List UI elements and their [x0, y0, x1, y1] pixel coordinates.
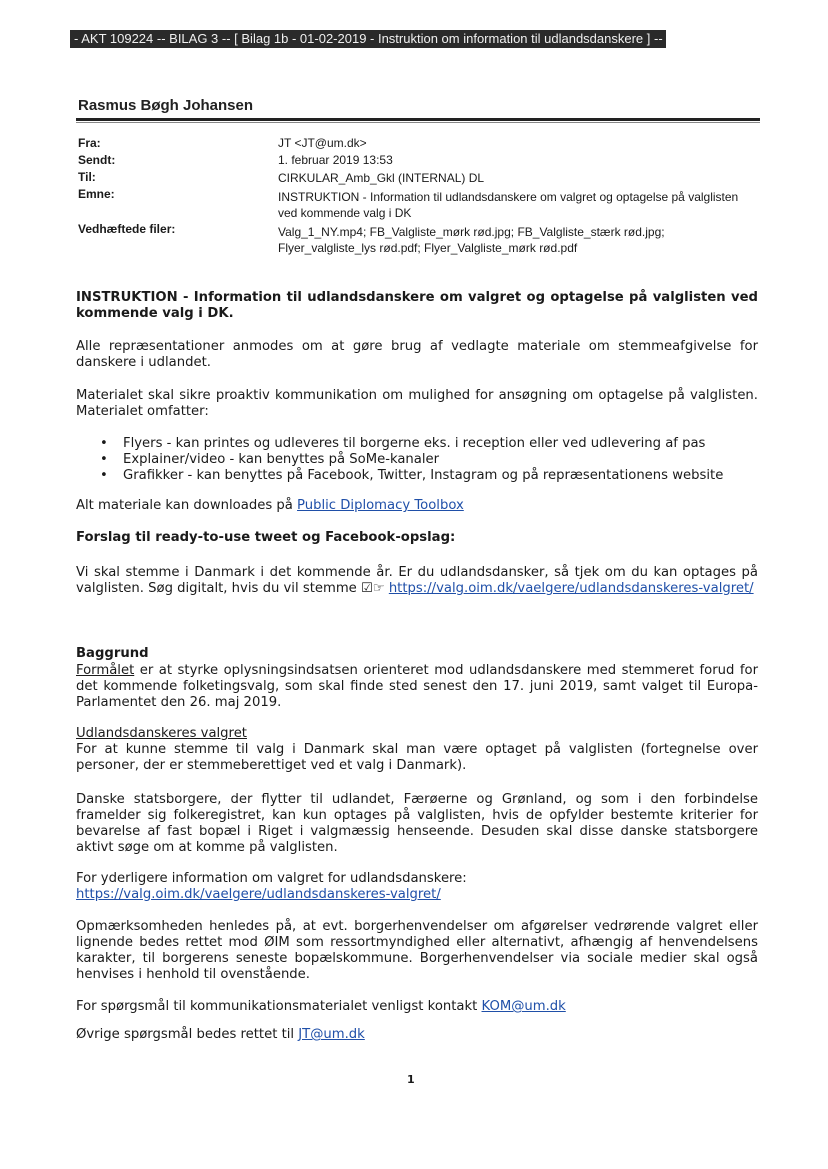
formaal-paragraph [76, 663, 758, 711]
baggrund-heading: Baggrund [76, 646, 149, 661]
sender-name: Rasmus Bøgh Johansen [78, 97, 254, 114]
list-item: • Grafikker - kan benyttes på Facebook, Twitter, Instagram og på repræsentationens website [76, 468, 758, 484]
tweet-heading: Forslag til ready-to-use tweet og Facebook-opslag: [76, 530, 456, 545]
download-text: Alt materiale kan downloades på [76, 498, 298, 513]
header-rule [76, 118, 760, 121]
kom-email-link[interactable]: KOM@um.dk [481, 999, 566, 1014]
kom-contact-line [76, 999, 758, 1015]
statsborgere-paragraph: Danske statsborgere, der flytter til udlandet, Færøerne og Grønland, og som i den forbindelse framelder sig folkeregistret, kan kun optages på valglisten, hvis de opfylder bestemte kriterier for bevarelse af fast bopæl i Riget i valgmæssig henseende. Desuden skal disse danske statsborgere aktivt søge om at komme på valglisten. [76, 792, 758, 855]
formaal-text: er at styrke oplysningsindsatsen orienteret mod udlandsdanskere med stemmeret forud for det kommende folketingsvalg, som skal finde sted senest den 17. juni 2019, samt valget til Europa-Parlamentet den 26. maj 2019. [76, 663, 758, 710]
paragraph-material: Materialet skal sikre proaktiv kommunikation om mulighed for ansøgning om optagelse på valglisten. Materialet omfatter: [76, 388, 758, 419]
attachments-label: Vedhæftede filer: [78, 222, 176, 236]
header-rule-thin [76, 122, 760, 123]
sent-label: Sendt: [78, 153, 116, 167]
paragraph-intro: Alle repræsentationer anmodes om at gøre brug af vedlagte materiale om stemmeafgivelse for danskere i udlandet. [76, 339, 758, 370]
subject-value: INSTRUKTION - Information til udlandsdanskere om valgret og optagelse på valglisten ved kommende valg i DK [278, 190, 739, 220]
jt-contact-line [76, 1027, 758, 1043]
more-info-link[interactable]: https://valg.oim.dk/vaelgere/udlandsdanskeres-valgret/ [76, 887, 441, 902]
tweet-text [76, 565, 758, 597]
from-value: JT <JT@um.dk> [278, 136, 367, 150]
more-info-paragraph [76, 871, 758, 903]
material-list [76, 436, 758, 484]
sent-value: 1. februar 2019 13:53 [278, 153, 393, 167]
more-info-text: For yderligere information om valgret for udlandsdanskere: [76, 871, 467, 886]
document-stamp-banner: - AKT 109224 -- BILAG 3 -- [ Bilag 1b - 01-02-2019 - Instruktion om information til udlandsdanskere ] -- [70, 30, 666, 48]
valgret-heading: Udlandsdanskeres valgret [76, 726, 247, 741]
from-label: Fra: [78, 136, 101, 150]
list-item: • Explainer/video - kan benyttes på SoMe-kanaler [76, 452, 758, 468]
jt-text: Øvrige spørgsmål bedes rettet til [76, 1027, 299, 1042]
page-number: 1 [407, 1073, 415, 1086]
jt-email-link[interactable]: JT@um.dk [298, 1027, 365, 1042]
instruction-title: INSTRUKTION - Information til udlandsdanskere om valgret og optagelse på valglisten ved kommende valg i DK. [76, 290, 758, 321]
attachments-value[interactable]: Valg_1_NY.mp4; FB_Valgliste_mørk rød.jpg; FB_Valgliste_stærk rød.jpg; Flyer_valgliste_lys rød.pdf; Flyer_Valgliste_mørk rød.pdf [278, 225, 665, 255]
toolbox-link[interactable]: Public Diplomacy Toolbox [297, 498, 464, 513]
tweet-body: Vi skal stemme i Danmark i det kommende år. Er du udlandsdansker, så tjek om du kan optages på valglisten. Søg digitalt, hvis du vil stemme ☑☞ [76, 565, 758, 596]
list-item: • Flyers - kan printes og udleveres til borgerne eks. i reception eller ved udlevering af pas [76, 436, 758, 452]
subject-label: Emne: [78, 187, 115, 201]
to-label: Til: [78, 170, 96, 184]
download-line [76, 498, 758, 514]
valg-link[interactable]: https://valg.oim.dk/vaelgere/udlandsdanskeres-valgret/ [388, 581, 754, 596]
valgret-paragraph: For at kunne stemme til valg i Danmark skal man være optaget på valglisten (fortegnelse over personer, der er stemmeberettiget ved et valg i Danmark). [76, 742, 758, 773]
kom-text: For spørgsmål til kommunikationsmaterialet venligst kontakt [76, 999, 482, 1014]
formaal-word: Formålet [76, 663, 135, 678]
opmaerksomhed-paragraph: Opmærksomheden henledes på, at evt. borgerhenvendelser om afgørelser vedrørende valgret eller lignende bedes rettet mod ØIM som ressortmyndighed eller alternativt, afhængig af henvendelsens karakter, til borgerens seneste bopælskommune. Borgerhenvendelser via sociale medier skal også henvises i henhold til ovenstående. [76, 919, 758, 982]
to-value: CIRKULAR_Amb_Gkl (INTERNAL) DL [278, 171, 485, 185]
